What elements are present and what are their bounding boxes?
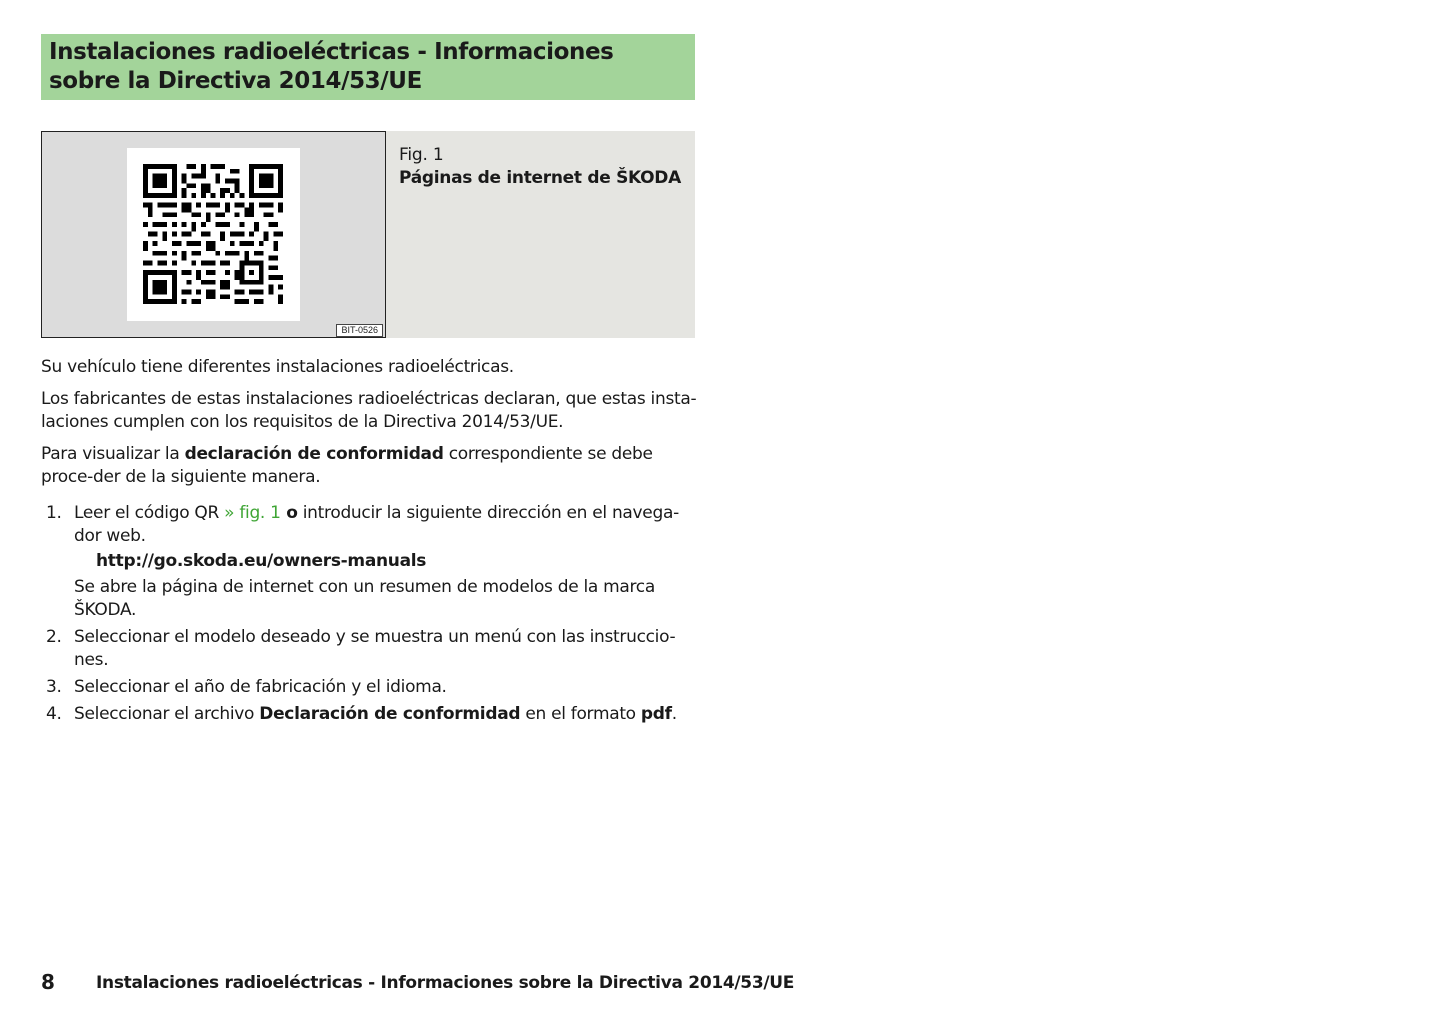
step-text-middle: en el formato (520, 704, 641, 724)
paragraph-3-text-end: correspondiente se debe proce-der de la siguiente manera. (41, 444, 653, 487)
running-title: Instalaciones radioeléctricas - Informaciones sobre la Directiva 2014/53/UE (96, 973, 795, 993)
instruction-steps (41, 502, 701, 726)
paragraph-3-bold: declaración de conformidad (184, 444, 444, 464)
step-text: Seleccionar el año de fabricación y el idioma. (74, 677, 447, 697)
qr-code-icon (143, 164, 283, 304)
figure-caption (386, 131, 695, 338)
step-number: 2. (46, 627, 62, 647)
figure-reference-link[interactable]: » fig. 1 (224, 503, 281, 523)
step-item (41, 502, 701, 622)
step-item (41, 626, 701, 672)
paragraph-1: Su vehículo tiene diferentes instalaciones radioeléctricas. (41, 357, 514, 377)
page-number: 8 (41, 970, 55, 994)
step-number: 3. (46, 677, 62, 697)
figure-label: Fig. 1 (399, 145, 444, 165)
step-text-end: introducir la siguiente dirección en el navega-dor web. (74, 503, 679, 546)
step-number: 4. (46, 704, 62, 724)
step-text-end: . (671, 704, 677, 724)
body-text (41, 356, 701, 730)
step-item (41, 676, 701, 699)
step-text-start: Leer el código QR (74, 503, 225, 523)
page-footer (41, 969, 795, 997)
step-text-bold-o: o (280, 503, 298, 523)
paragraph-3 (41, 443, 701, 489)
paragraph-2: Los fabricantes de estas instalaciones radioeléctricas declaran, que estas insta-laciones cumplen con los requisitos de la Directiva 2014/53/UE. (41, 389, 697, 432)
section-title: Instalaciones radioeléctricas - Informaciones sobre la Directiva 2014/53/UE (49, 39, 614, 94)
step-text (74, 703, 701, 726)
paragraph-3-text: Para visualizar la (41, 444, 185, 464)
owners-manual-url: http://go.skoda.eu/owners-manuals (96, 551, 427, 571)
section-title-banner (41, 34, 695, 100)
figure-caption-title: Páginas de internet de ŠKODA (399, 168, 681, 188)
step-text-bold-format: pdf (640, 704, 672, 724)
step-text-start: Seleccionar el archivo (74, 704, 260, 724)
qr-code-card (127, 148, 300, 321)
step-text (74, 502, 701, 548)
step-text-bold-document: Declaración de conformidad (259, 704, 521, 724)
step-item (41, 703, 701, 726)
step-number: 1. (46, 503, 62, 523)
figure-image (41, 131, 386, 338)
figure-code-label: BIT-0526 (336, 324, 383, 337)
step-text: Seleccionar el modelo deseado y se muestra un menú con las instruccio-nes. (74, 627, 676, 670)
step-note: Se abre la página de internet con un resumen de modelos de la marca ŠKODA. (74, 577, 655, 620)
